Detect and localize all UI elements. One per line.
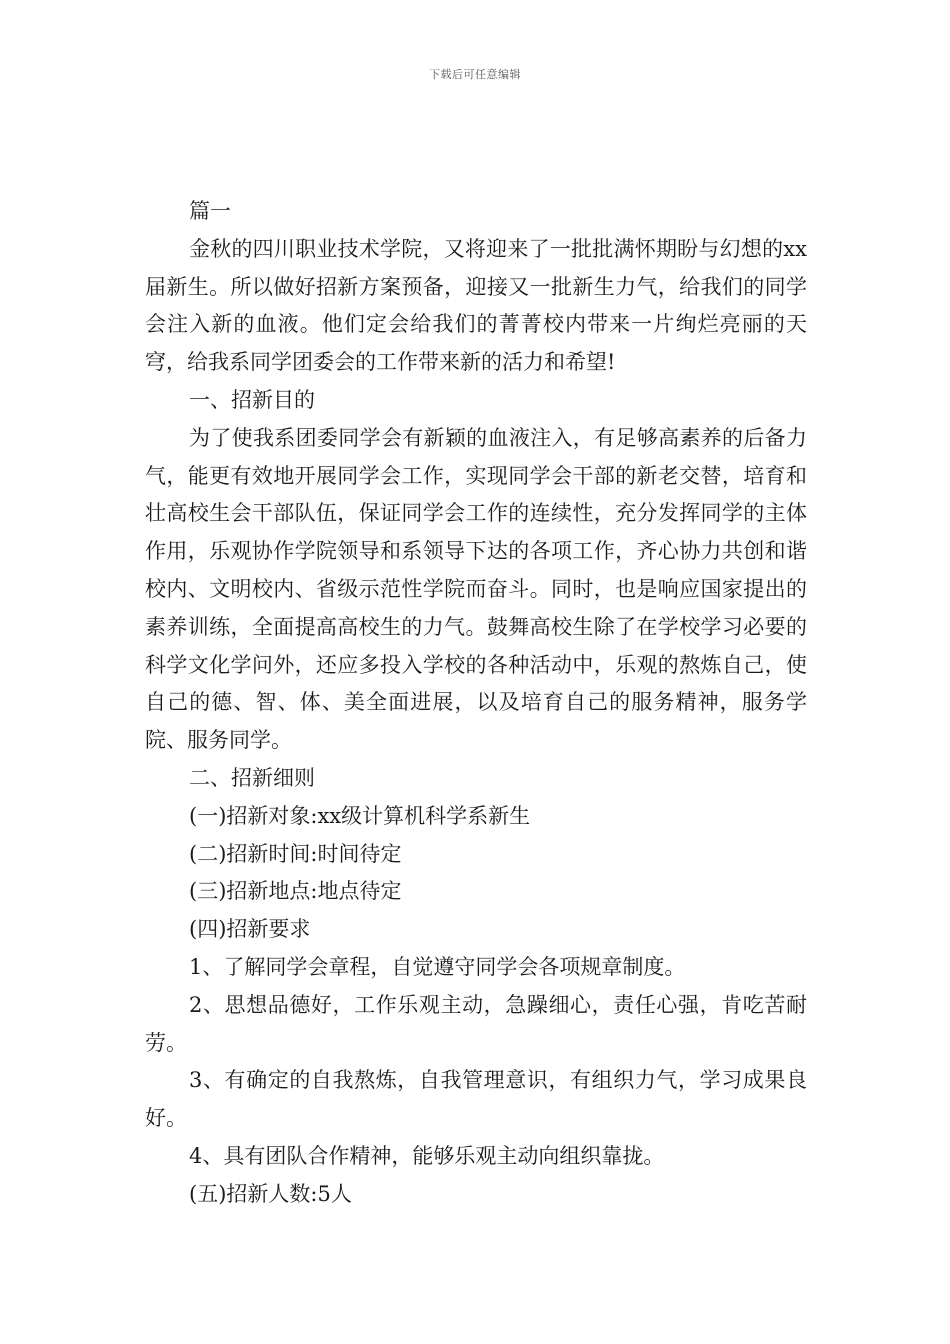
detail-item-2: (二)招新时间:时间待定 — [189, 841, 402, 866]
document-body — [145, 193, 807, 1214]
intro-paragraph: 金秋的四川职业技术学院，又将迎来了一批批满怀期盼与幻想的xx届新生。所以做好招新方案预备，迎接又一批新生力气，给我们的同学会注入新的血液。他们定会给我们的菁菁校内带来一片绚烂亮丽的天穹，给我系同学团委会的工作带来新的活力和希望! — [145, 236, 807, 375]
section1-paragraph: 为了使我系团委同学会有新颖的血液注入，有足够高素养的后备力气，能更有效地开展同学会工作，实现同学会干部的新老交替，培育和壮高校生会干部队伍，保证同学会工作的连续性，充分发挥同学的主体作用，乐观协作学院领导和系领导下达的各项工作，齐心协力共创和谐校内、文明校内、省级示范性学院而奋斗。同时，也是响应国家提出的素养训练，全面提高高校生的力气。鼓舞高校生除了在学校学习必要的科学文化学问外，还应多投入学校的各种活动中，乐观的熬炼自己，使自己的德、智、体、美全面进展，以及培育自己的服务精神，服务学院、服务同学。 — [145, 425, 807, 753]
page-header-note: 下载后可任意编辑 — [429, 68, 521, 81]
detail-item-5: (五)招新人数:5人 — [189, 1181, 352, 1206]
detail-item-4: (四)招新要求 — [189, 917, 311, 942]
detail-item-3: (三)招新地点:地点待定 — [189, 879, 402, 904]
doc-heading: 篇一 — [189, 199, 231, 223]
requirement-1: 1、了解同学会章程，自觉遵守同学会各项规章制度。 — [189, 954, 686, 979]
requirement-2: 2、思想品德好，工作乐观主动，急躁细心，责任心强，肯吃苦耐劳。 — [145, 992, 807, 1055]
requirement-4: 4、具有团队合作精神，能够乐观主动向组织靠拢。 — [189, 1143, 665, 1168]
section2-title: 二、招新细则 — [189, 765, 315, 790]
section1-title: 一、招新目的 — [189, 387, 315, 412]
detail-item-1: (一)招新对象:xx级计算机科学系新生 — [189, 803, 531, 828]
requirement-3: 3、有确定的自我熬炼，自我管理意识，有组织力气，学习成果良好。 — [145, 1068, 807, 1131]
